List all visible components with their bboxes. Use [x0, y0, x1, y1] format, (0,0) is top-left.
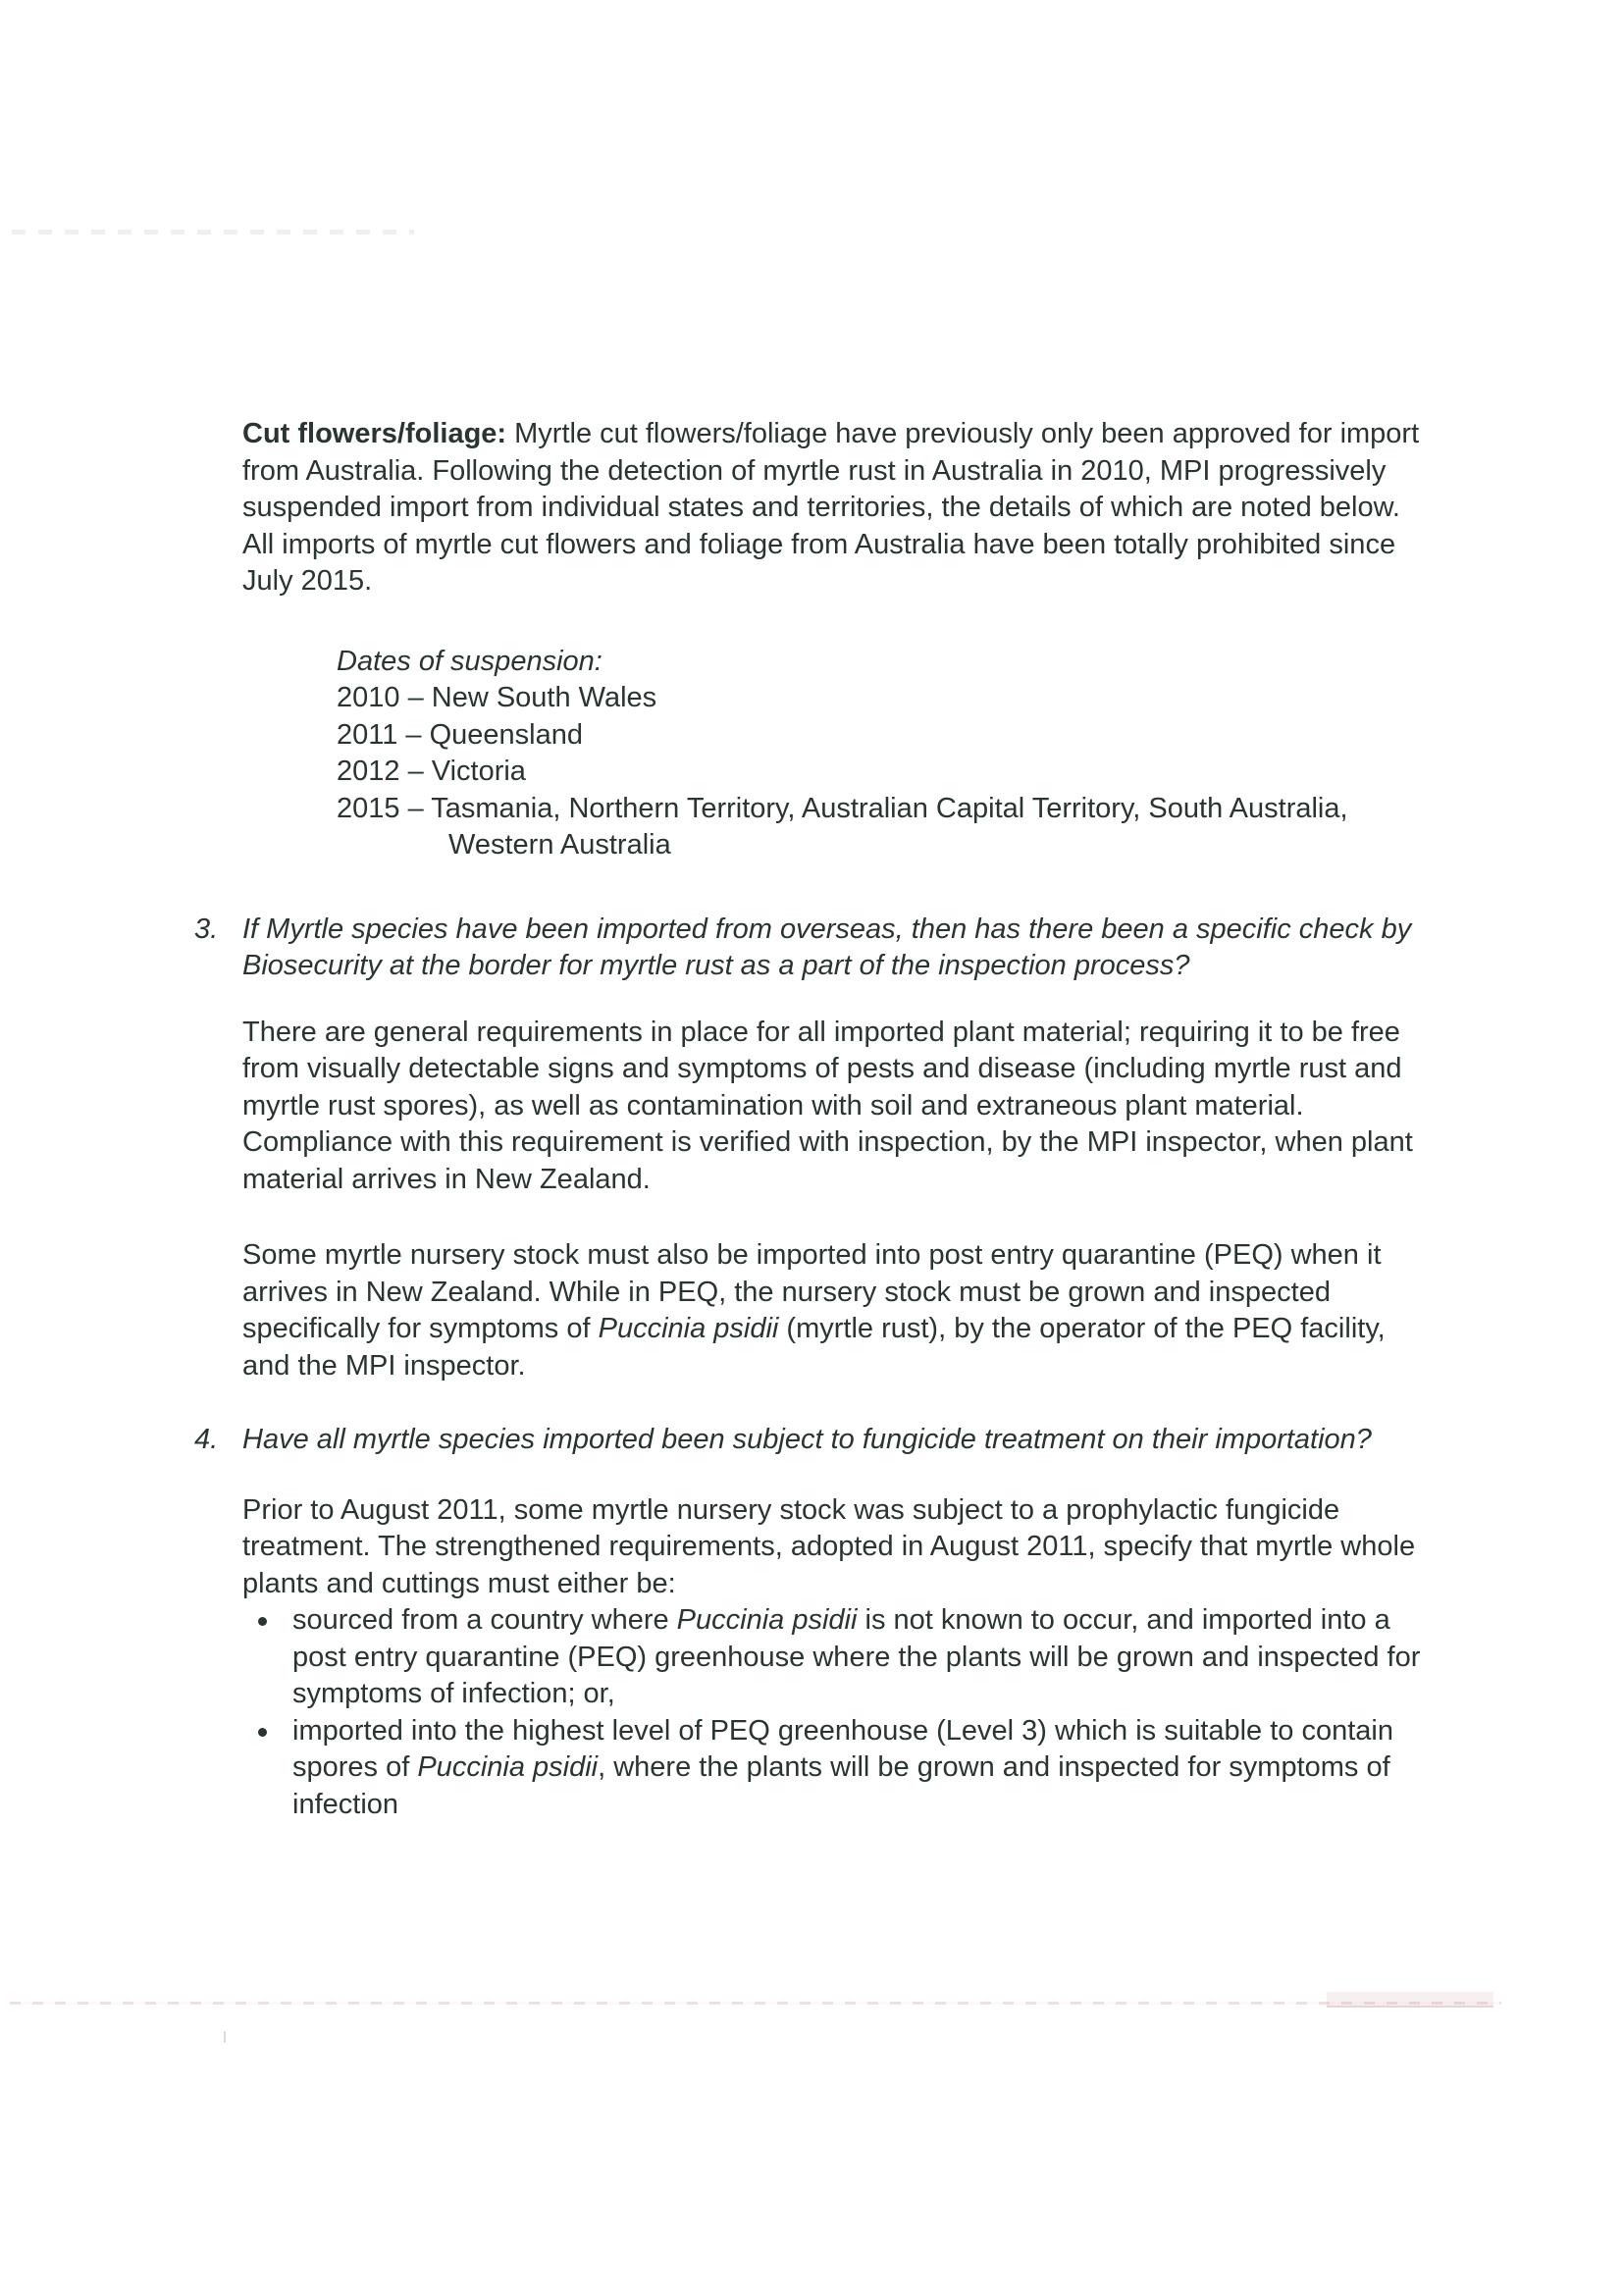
suspension-item-2012: 2012 – Victoria [337, 756, 526, 787]
bullet-1-species-name: Puccinia psidii [676, 1604, 858, 1636]
bullet-1-pre: sourced from a country where [292, 1604, 677, 1636]
suspension-item-2010: 2010 – New South Wales [337, 682, 657, 713]
list-item [242, 1713, 1435, 1824]
cut-flowers-text: Myrtle cut flowers/foliage have previously only been approved for import from Australia. Following the detection of myrtle rust in Australia in 2010, MPI progressively suspended import from individual states and territories, the details of which are noted below. All imports of myrtle cut flowers and foliage from Australia have been totally prohibited since July 2015. [242, 418, 1420, 597]
suspension-heading: Dates of suspension: [337, 645, 602, 677]
bullet-1-post: is not known to occur, and imported into a post entry quarantine (PEQ) greenhouse where the plants will be grown and inspected for symptoms of infection; or, [292, 1604, 1421, 1709]
answer-3-paragraph-2 [242, 1237, 1435, 1384]
answer-4-bullet-list [242, 1602, 1435, 1823]
answer-3-p2-species-name: Puccinia psidii [598, 1313, 779, 1344]
answer-3-paragraph-1: There are general requirements in place for all imported plant material; requiring it to be free from visually detectable signs and symptoms of pests and disease (including myrtle rust and myrtle rust spores), as well as contamination with soil and extraneous plant material. Compliance with this requirement is verified with inspection, by the MPI inspector, when plant material arrives in New Zealand. [242, 1016, 1413, 1195]
scan-artifact-tick [224, 2031, 226, 2043]
bullet-2-pre: imported into the highest level of PEQ greenhouse (Level 3) which is suitable to contain spores of [292, 1714, 1393, 1783]
scan-artifact-line [10, 2002, 1501, 2005]
scan-artifact-top [12, 230, 414, 235]
paragraph-cut-flowers [242, 416, 1435, 600]
scan-artifact-patch [1327, 1992, 1493, 2008]
list-item [242, 1602, 1435, 1713]
answer-3-p2-post: (myrtle rust), by the operator of the PEQ facility, and the MPI inspector. [242, 1313, 1386, 1382]
question-3-number: 3. [194, 913, 219, 945]
document-content [194, 416, 1450, 1823]
question-4 [194, 1422, 1450, 1459]
answer-4-intro: Prior to August 2011, some myrtle nursery stock was subject to a prophylactic fungicide treatment. The strengthened requirements, adopted in August 2011, specify that myrtle whole plants and cuttings must either be: [242, 1493, 1416, 1599]
question-3-text: If Myrtle species have been imported from overseas, then has there been a specific check by Biosecurity at the border for myrtle rust as a part of the inspection process? [242, 913, 1412, 981]
answer-3-p2-pre: Some myrtle nursery stock must also be imported into post entry quarantine (PEQ) when it arrives in New Zealand. While in PEQ, the nursery stock must be grown and inspected specifically for symptoms of [242, 1239, 1382, 1344]
suspension-item-2011: 2011 – Queensland [337, 718, 584, 751]
suspension-dates-block [337, 644, 1406, 864]
question-4-text: Have all myrtle species imported been subject to fungicide treatment on their importation? [242, 1424, 1372, 1455]
bullet-2-post: , where the plants will be grown and inspected for symptoms of infection [292, 1751, 1390, 1820]
bullet-2-species-name: Puccinia psidii [417, 1751, 599, 1783]
question-4-number: 4. [194, 1424, 219, 1455]
suspension-item-2015: 2015 – Tasmania, Northern Territory, Australian Capital Territory, South Australia, Western Australia [337, 792, 1348, 861]
question-3 [194, 912, 1450, 985]
cut-flowers-lead: Cut flowers/foliage: [242, 418, 507, 449]
